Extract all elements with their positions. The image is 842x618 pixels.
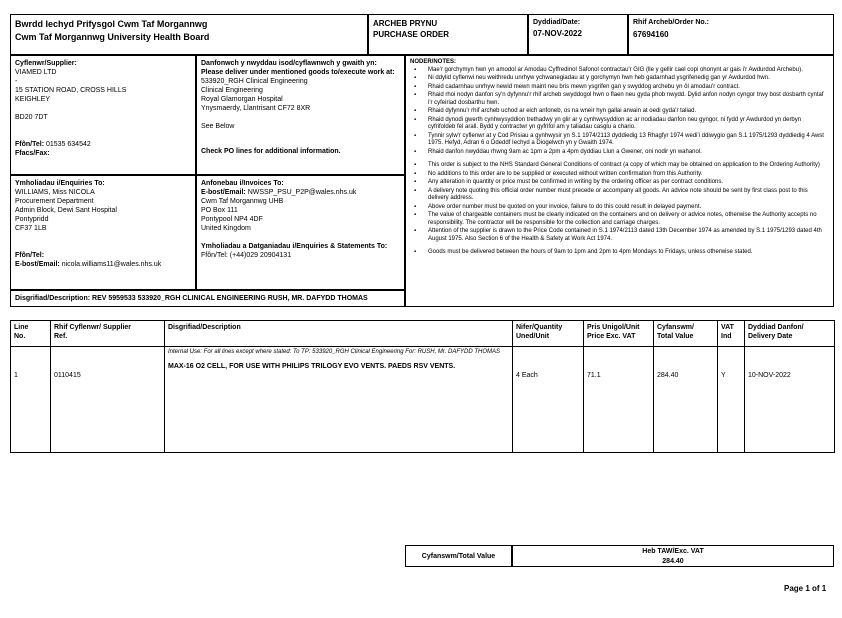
order-number-block [628,14,834,55]
enquiries-address-line: Admin Block, Dewi Sant Hospital [15,207,117,214]
items-table-header-cell: Pris Unigol/Unit Price Exc. VAT [584,321,654,347]
items-table-header-cell: Nifer/Quantity Uned/Unit [513,321,584,347]
table-row [11,347,835,453]
items-table-header-cell: Rhif Cyflenwr/ Supplier Ref. [51,321,165,347]
item-delivery-date: 10-NOV-2022 [745,347,835,453]
order-date-label: Dyddiad/Date: [533,19,581,26]
note-item: ▪ Ni ddylid cyflenwi neu weithredu unrhyw ychwanegiadau at y gorchymyn hwn heb gadarnhad ysgrifenedig gan yr Awdurdod hwn. [414,75,829,83]
note-item: ▪ A delivery note quoting this official order number must precede or accompany all goods. An advice note should be sent by first class post to this delivery address. [414,188,829,203]
notes-final-list [410,249,829,257]
invoices-address-line: Pontypool NP4 4DF [201,216,263,223]
order-number-value: 67694160 [633,30,669,39]
item-description-cell [165,347,513,453]
supplier-address-line [15,104,191,113]
total-value-amount: 284.40 [662,558,684,565]
order-description-block [10,290,405,307]
deliver-to-address-line: Ynysmaerdy, Llantrisant CF72 8XR [201,105,311,112]
deliver-to-address-line: Clinical Engineering [201,87,263,94]
deliver-to-address-line: 533920_RGH Clinical Engineering [201,78,308,85]
org-name-block [10,14,368,55]
order-number-label: Rhif Archeb/Order No.: [633,19,709,26]
statements-phone: Ffôn/Tel: (+44)029 20904131 [201,252,292,259]
total-value-block [512,545,834,567]
exc-vat-label: Heb TAW/Exc. VAT [642,548,704,555]
invoices-section [196,175,405,290]
items-table-header-cell: Line No. [11,321,51,347]
note-item: ▪ Rhaid rhoi nodyn danfon sy'n dyfynnu'r rhif archeb swyddogol hwn o flaen neu gyda phob nwydd. Dylid anfon nodyn cyngor trwy bost dosbarth cyntaf i'r cyfeiriad dosbarthu hwn. [414,92,829,107]
note-item: ▪ Rhaid cadarnhau unrhyw newid mewn maint neu bris mewn ysgrifen gan y swyddog archebu yn ôl amodau'r contract. [414,84,829,92]
statements-label: Ymholiadau a Datganiadau i/Enquiries & Statements To: [201,243,388,250]
total-value-label: Cyfanswm/Total Value [405,545,512,567]
check-po-note: Check PO lines for additional information. [201,148,341,155]
invoices-address [201,197,400,233]
supplier-label: Cyflenwr/Supplier: [15,60,77,67]
items-table [10,320,835,453]
enquiries-phone-label: Ffôn/Tel: [15,252,45,259]
note-item: ▪ Rhaid danfon nwyddau rhwng 9am ac 1pm a 2pm a 4pm dyddiau Llun a Gwener, oni nodir yn wahanol. [414,149,829,157]
enquiries-label: Ymholiadau i/Enquiries To: [15,180,105,187]
page-number: Page 1 of 1 [784,584,827,593]
invoices-address-line: United Kingdom [201,225,251,232]
note-item: ▪ Mae'r gorchymyn hwn yn amodol ar Amodau Cyffredinol Safonol contractau'r GIG (lle y gellir cael copi ohonynt ar gais i'r Awdurdod Archebu). [414,67,829,75]
supplier-section [10,55,196,175]
enquiries-section [10,175,196,290]
supplier-address-line: BD20 7DT [15,114,48,121]
doc-title-english: PURCHASE ORDER [373,30,450,39]
item-description: MAX-16 O2 CELL, FOR USE WITH PHILIPS TRILOGY EVO VENTS. PAEDS RSV VENTS. [168,362,456,370]
items-table-header-cell: Disgrifiad/Description [165,321,513,347]
deliver-to-section [196,55,405,175]
enquiries-address [15,188,191,233]
deliver-to-address [201,77,400,113]
note-item: ▪ Above order number must be quoted on your invoice, failure to do this could result in delayed payment. [414,204,829,212]
note-item: ▪ Any alteration in quantity or price must be confirmed in writing by the ordering officer as per contract conditions. [414,179,829,187]
supplier-fax: Ffacs/Fax: [15,150,50,157]
item-internal-note: Internal Use: For all lines except where stated: To TP: 533920_RGH Clinical Engineering For: RUSH, Mr. DAFYDD THOMAS [168,349,501,355]
note-item: ▪ This order is subject to the NHS Standard General Conditions of contract (a copy of which may be obtained on application to the Ordering Authority) [414,162,829,170]
note-item: ▪ Tynnir sylw'r cyflenwr at y Cod Prisiau a gynhwysir yn S.1 1974/2113 dyddiedig 13 Rhagfyr 1974 wedi'i ddiwygio gan S.1 1975/1293 dyddiedig 4 Awst 1975. Hefyd, Adran 6 o Ddeddf Iechyd a Diogelwch yn y Gwaith 1974. [414,133,829,148]
item-unit-price: 71.1 [584,347,654,453]
invoices-address-line: Cwm Taf Morgannwg UHB [201,198,284,205]
note-item: ▪ The value of chargeable containers must be clearly indicated on the containers and on delivery or advice notes, otherwise the Authority accepts no responsibility. The contractor will be responsible for the collection and carriage charges. [414,212,829,227]
order-description-label: Disgrifiad/Description: [15,295,91,302]
note-item: ▪ Rhaid dyfynnu'r rhif archeb uchod ar eich anfoneb, os na wneir hyn gallai arwain at oedi gyda'r taliad. [414,108,829,116]
supplier-phone: Ffôn/Tel: 01535 634542 [15,141,91,148]
item-supplier-ref: 0110415 [51,347,165,453]
order-date-block [528,14,628,55]
deliver-to-label: Danfonwch y nwyddau isod/cyflawnwch y gwaith yn: Please deliver under mentioned goods to/execute work at: [201,60,395,76]
item-total-value: 284.40 [654,347,718,453]
items-table-header-cell: VAT Ind [718,321,745,347]
enquiries-email: E-bost/Email: nicola.williams11@wales.nhs.uk [15,261,162,268]
item-line-no: 1 [11,347,51,453]
items-table-header-row [11,321,835,347]
items-table-header-cell: Dyddiad Danfon/ Delivery Date [745,321,835,347]
items-table-header-cell: Cyfanswm/ Total Value [654,321,718,347]
item-vat-ind: Y [718,347,745,453]
supplier-name: VIAMED LTD [15,69,57,76]
invoices-email: E-bost/Email: NWSSP_PSU_P2P@wales.nhs.uk [201,189,357,196]
note-item: ▪ Rhaid dynodi gwerth cynhwysyddion trethadwy yn glir ar y cynhwysyddion ac ar nodiadau danfon neu gyngor, ni fydd yr Awdurdod yn derbyn cyfrifoldeb fel arall. Bydd y contractwr yn gyfrifol am y taliadau casglu a chario. [414,117,829,132]
invoices-address-line: PO Box 111 [201,207,238,214]
supplier-address-line: KEIGHLEY [15,96,51,103]
note-item: ▪ Attention of the supplier is drawn to the Price Code contained in S.1 1974/2113 dated 13th December 1974 as amended by S.1 1975/1293 dated 4th August 1975. Also Section 6 of the Health & Safety at Work Act 1974. [414,228,829,243]
order-description-value: REV 5959533 533920_RGH CLINICAL ENGINEERING RUSH, MR. DAFYDD THOMAS [92,295,368,302]
notes-label: NODER/NOTES: [410,59,457,65]
enquiries-address-line: Procurement Department [15,198,94,205]
enquiries-address-line: Pontypridd [15,216,49,223]
deliver-to-address-line: Royal Glamorgan Hospital [201,96,283,103]
notes-welsh-list [410,67,829,157]
notes-english-list [410,162,829,243]
doc-title-block [368,14,528,55]
org-name-welsh: Bwrdd Iechyd Prifysgol Cwm Taf Morgannwg [15,19,208,29]
enquiries-address-line: CF37 1LB [15,225,47,232]
see-below-note: See Below [201,123,235,130]
note-item: ▪ No additions to this order are to be supplied or executed without written confirmation from this Authority. [414,171,829,179]
notes-section [405,55,834,307]
note-item: ▪ Goods must be delivered between the hours of 9am to 1pm and 2pm to 4pm Mondays to Fridays, unless otherwise stated. [414,249,829,257]
enquiries-address-line: WILLIAMS, Miss NICOLA [15,189,95,196]
invoices-label: Anfonebau i/Invoices To: [201,180,284,187]
doc-title-welsh: ARCHEB PRYNU [373,19,438,28]
item-quantity: 4 Each [513,347,584,453]
supplier-address-line: - [15,78,18,85]
order-date-value: 07-NOV-2022 [533,29,582,38]
org-name-english: Cwm Taf Morgannwg University Health Board [15,32,210,42]
supplier-address [15,77,191,122]
supplier-address-line: 15 STATION ROAD, CROSS HILLS [15,87,127,94]
